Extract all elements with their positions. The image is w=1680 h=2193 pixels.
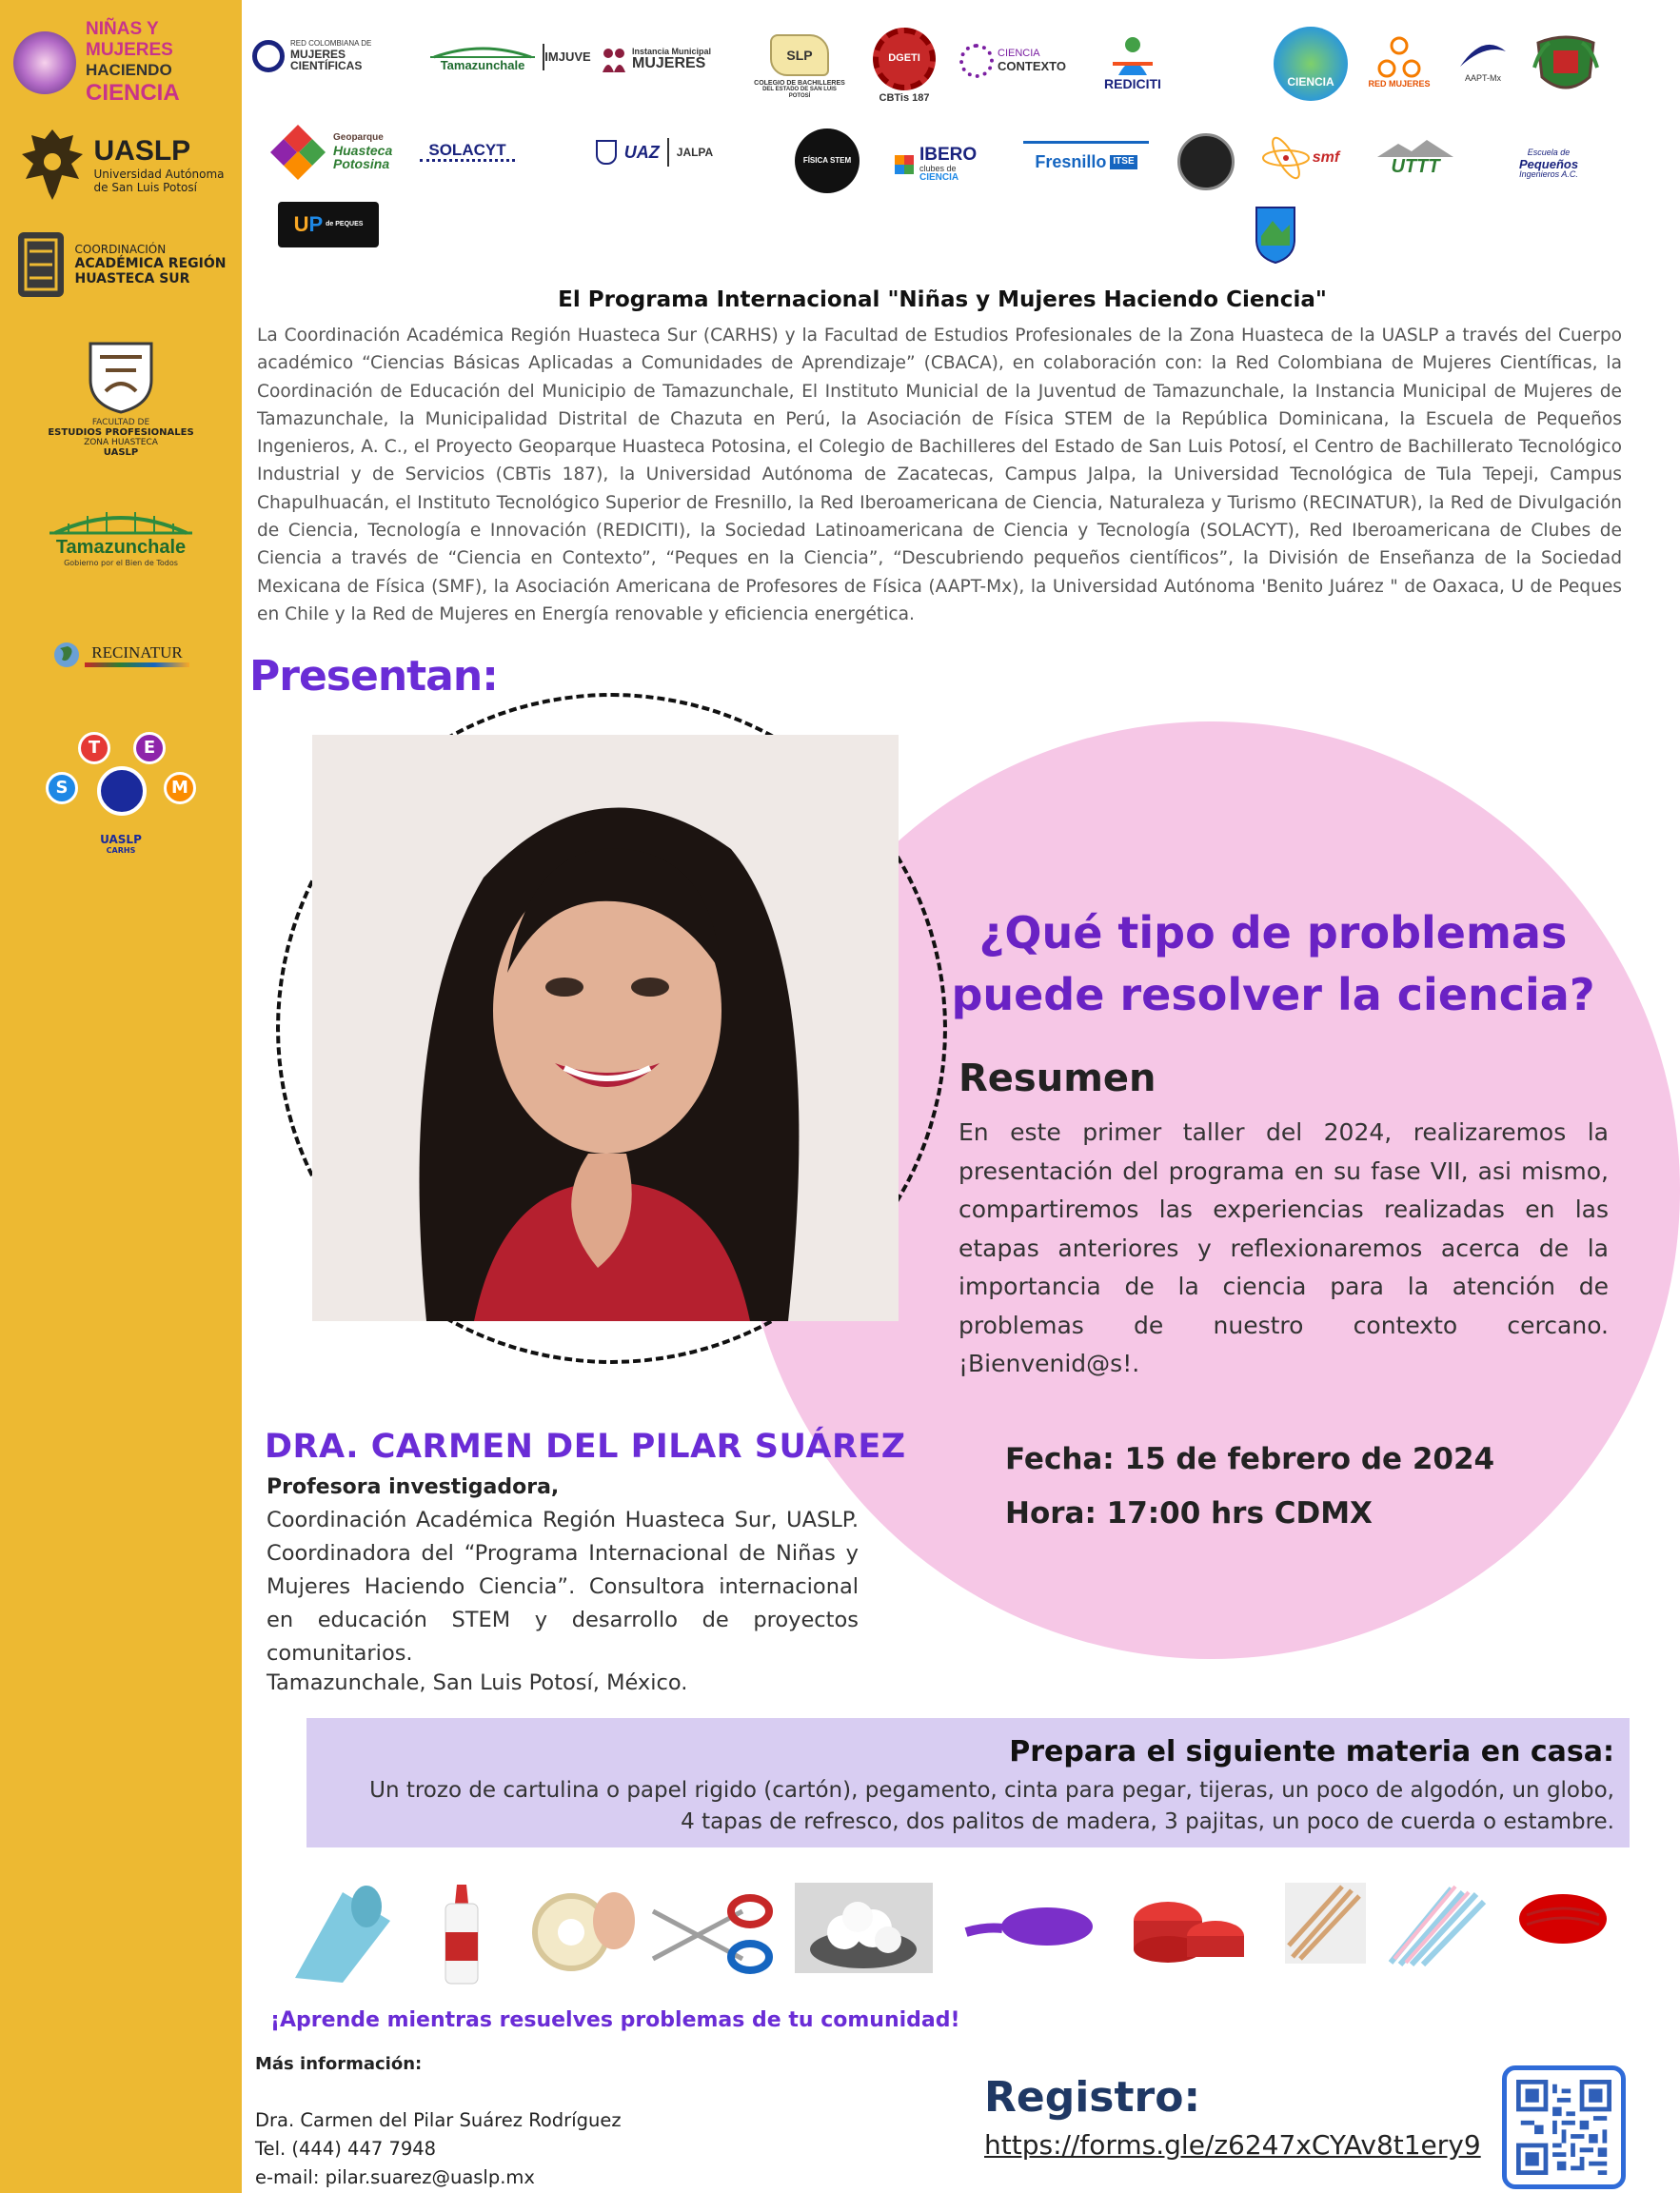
chazuta-shield-icon — [1254, 198, 1297, 265]
facultad-shield-icon — [83, 338, 159, 414]
geoparque-diamond-icon — [268, 123, 327, 182]
mujeres-cientificas-circle-icon — [252, 40, 285, 72]
geoparque-line3: Potosina — [333, 156, 390, 172]
solacyt-logo — [414, 135, 521, 169]
speaker-role: Profesora investigadora, — [267, 1475, 560, 1499]
dgeti-name: DGETI — [888, 52, 920, 65]
stem-letter-s: S — [46, 772, 78, 804]
facultad-line2: ESTUDIOS PROFESIONALES — [48, 426, 194, 438]
pequenos-line3: Ingenieros A.C. — [1519, 169, 1578, 180]
facultad-line4: UASLP — [103, 446, 139, 458]
resumen-heading: Resumen — [959, 1057, 1156, 1100]
facultad-line3: ZONA HUASTECA — [84, 437, 158, 447]
materials-list — [301, 1775, 1614, 1838]
mujeres-cientificas-line2: MUJERES CIENTÍFICAS — [290, 47, 363, 73]
registro-heading: Registro: — [984, 2073, 1201, 2122]
contact-email[interactable]: e-mail: pilar.suarez@uaslp.mx — [255, 2166, 535, 2188]
ciencia-contexto-line2: CONTEXTO — [998, 58, 1066, 73]
materials-line2: 4 tapas de refresco, dos palitos de madera, 3 pajitas, un poco de cuerda o estambre. — [681, 1809, 1614, 1834]
ibero-line2: clubes de — [919, 164, 957, 173]
fresnillo-logo — [1023, 141, 1149, 181]
tamazunchale-sub: Gobierno por el Bien de Todos — [64, 559, 178, 567]
speaker-bio: Coordinación Académica Región Huasteca Sur, UASLP. Coordinadora del “Programa Internacional de Niñas y Mujeres Haciendo Ciencia”. Consultora internacional en educación STEM y desarrollo de proyectos comunitarios. — [267, 1508, 859, 1666]
uaslp-sub2: de San Luis Potosí — [93, 180, 197, 194]
u-de-peques-logo — [278, 202, 379, 247]
slp-caption1: COLEGIO DE BACHILLERES — [754, 80, 845, 88]
stem-letter-e: E — [133, 732, 166, 764]
coordinacion-line2: ACADÉMICA REGIÓN — [74, 255, 227, 271]
yarn-icon — [1513, 1883, 1613, 1949]
ciencia-contexto-ring-icon — [959, 44, 994, 78]
rediciti-figure-icon — [1109, 35, 1156, 77]
sidebar — [0, 0, 242, 2193]
ninas-mujeres-emblem-icon — [13, 31, 76, 94]
upeques-sub: de PEQUES — [326, 221, 364, 228]
bridge-icon — [49, 508, 192, 537]
speaker-location: Tamazunchale, San Luis Potosí, México. — [267, 1670, 688, 1695]
pequenos-line1: Escuela de — [1527, 148, 1571, 158]
contact-name: Dra. Carmen del Pilar Suárez Rodríguez — [255, 2109, 622, 2131]
smf-logo — [1252, 133, 1347, 183]
rediciti-name: REDICITI — [1104, 75, 1161, 91]
program-title: El Programa Internacional "Niñas y Mujeres Haciendo Ciencia" — [558, 287, 1327, 312]
jalpa-name: JALPA — [676, 145, 714, 159]
stem-caption2: CARHS — [106, 845, 136, 855]
tape-dispenser-icon — [519, 1883, 642, 1978]
cbtis-name: CBTis 187 — [879, 92, 930, 105]
stem-caption1: UASLP — [100, 832, 142, 846]
municipal-crest-logo — [1528, 27, 1604, 103]
ciencia-contexto-line1: CIENCIA — [998, 48, 1040, 60]
geoparque-line1: Geoparque — [333, 132, 384, 144]
uaz-crest-icon — [596, 140, 617, 165]
itse-name: ITSE — [1110, 155, 1136, 169]
red-mujeres-logo — [1361, 29, 1437, 97]
uttt-logo — [1363, 133, 1468, 183]
dgeti-gear-icon — [873, 28, 936, 90]
tamazunchale-logo — [13, 504, 228, 571]
materials-title: Prepara el siguiente materia en casa: — [1009, 1735, 1614, 1768]
ibero-line1: IBERO — [919, 145, 978, 166]
geoparque-logo — [268, 119, 430, 186]
cotton-balls-icon — [795, 1883, 933, 1973]
aapt-logo — [1449, 29, 1517, 93]
straws-icon — [1385, 1883, 1490, 1968]
cardboard-roll-icon — [286, 1883, 395, 1987]
dgeti-logo — [866, 21, 942, 111]
registro-link[interactable]: https://forms.gle/z6247xCYAv8t1ery9 — [984, 2129, 1481, 2161]
slp-name: SLP — [786, 47, 813, 63]
more-info-label: Más información: — [255, 2054, 423, 2074]
speaker-name: DRA. CARMEN DEL PILAR SUÁREZ — [265, 1428, 906, 1466]
fisica-stem-name: FÍSICA STEM — [802, 155, 852, 165]
contact-phone: Tel. (444) 447 7948 — [255, 2138, 437, 2160]
ninas-mujeres-line1: NIÑAS Y MUJERES — [86, 18, 173, 60]
globe-map-icon — [52, 641, 81, 669]
uaslp-title: UASLP — [93, 134, 191, 167]
scissors-icon — [647, 1883, 776, 1978]
solacyt-dots — [420, 159, 515, 163]
presentan-heading: Presentan: — [249, 652, 498, 701]
recinatur-name: RECINATUR — [91, 642, 183, 662]
ciencia-contexto-logo — [959, 38, 1074, 84]
program-description: La Coordinación Académica Región Huasteca Sur (CARHS) y la Facultad de Estudios Profesionales de la Zona Huasteca de la UASLP a través del Cuerpo académico “Ciencias Básicas Aplicadas a Comunidades de Aprendizaje” (CBACA), en colaboración con: la Red Colombiana de Mujeres Científicas, la Coordinación de Educación del Municipio de Tamazunchale, El Instituto Municial de la Juventud de Tamazunchale, la Instancia Municipal de Mujeres de Tamazunchale, la Municipalidad Distrital de Chazuta en Perú, la Asociación de Física STEM de la República Dominicana, la Escuela de Pequeños Ingenieros, A. C., el Proyecto Geoparque Huasteca Potosina, el Colegio de Bachilleres del Estado de San Luis Potosí, el Centro de Bachillerato Tecnológico Industrial y de Servicios (CBTis 187), la Universidad Autónoma de Zacatecas, Campus Jalpa, la Universidad Tecnológica de Tula Tepeji, Campus Chapulhuacán, el Instituto Tecnológico Superior de Fresnillo, la Red Iberoamericana de Ciencia, Naturaleza y Turismo (RECINATUR), la Red de Divulgación de Ciencia, Tecnología e Innovación (REDICITI), la Sociedad Latinoamericana de Ciencia y Tecnología (SOLACYT), Red Iberoamericana de Clubes de Ciencia a través de “Ciencia en Contexto”, “Peques en la Ciencia”, “Descubriendo pequeños científicos”, la División de Enseñanza de la Sociedad Mexicana de Física (SMF), la Asociación Americana de Profesores de Física (AAPT-Mx), la Universidad Autónoma 'Benito Juárez " de Oaxaca, U de Peques en Chile y la Red de Mujeres en Energía renovable y eficiencia energética. — [257, 326, 1622, 624]
facultad-line1: FACULTAD DE — [91, 417, 150, 427]
ninas-mujeres-line2b: CIENCIA — [86, 79, 180, 106]
chazuta-crest-logo — [1252, 195, 1299, 267]
aapt-swoosh-icon — [1456, 38, 1510, 74]
instancia-line1: Instancia Municipal — [632, 46, 712, 56]
aprende-tagline: ¡Aprende mientras resuelves problemas de tu comunidad! — [270, 2008, 960, 2032]
crest-icon — [1531, 30, 1601, 100]
pequenos-ingenieros-logo — [1487, 143, 1611, 186]
ninas-mujeres-line2a: HACIENDO — [86, 60, 172, 79]
cobach-slp-logo — [752, 29, 847, 105]
qr-code-icon — [1516, 2080, 1611, 2175]
facultad-logo — [13, 328, 228, 466]
materials-box — [306, 1718, 1630, 1847]
instancia-line2: MUJERES — [632, 55, 706, 72]
instancia-mujeres-logo — [600, 40, 728, 80]
resumen-text: En este primer taller del 2024, realizaremos la presentación del programa en su fase VII, asi mismo, compartiremos las experiencias realizadas en las etapas anteriores y reflexionaremos acerca de la importancia de la ciencia para la atención de problemas de nuestro contexto cercano. ¡Bienvenid@s!. — [959, 1118, 1609, 1377]
red-mujeres-name: RED MUJERES — [1368, 79, 1431, 89]
geoparque-line2: Huasteca — [333, 142, 393, 158]
peques-ciencia-logo — [1274, 27, 1348, 101]
mujeres-cientificas-line1: RED COLOMBIANA DE — [290, 39, 372, 49]
rediciti-logo — [1085, 29, 1180, 97]
mujeres-cientificas-logo — [252, 33, 419, 79]
stem-letter-m: M — [164, 772, 196, 804]
talk-question-title: ¿Qué tipo de problemas puede resolver la ciencia? — [951, 907, 1595, 1020]
instancia-figures-icon — [600, 46, 628, 74]
stem-logo — [13, 716, 228, 859]
recinatur-stripe — [85, 662, 189, 667]
stem-letter-t: T — [78, 732, 110, 764]
aapt-name: AAPT-Mx — [1464, 73, 1501, 84]
smf-name: smf — [1312, 148, 1340, 166]
uaz-name: UAZ — [623, 142, 660, 162]
tamazunchale-top-logo — [425, 38, 541, 78]
balloon-icon — [957, 1883, 1109, 1968]
smf-atom-icon — [1259, 139, 1313, 177]
uaslp-logo — [13, 124, 228, 205]
tamazunchale-name: Tamazunchale — [55, 537, 187, 558]
fisica-stem-logo — [795, 128, 860, 193]
ibero-clubes-logo — [895, 141, 999, 188]
upeques-u: U — [293, 212, 309, 237]
tamazunchale-bridge-icon — [430, 44, 535, 59]
uaz-jalpa-logo — [557, 133, 752, 171]
ninas-mujeres-logo — [13, 18, 228, 106]
speaker-portrait-icon — [312, 735, 899, 1321]
peques-ciencia-name: CIENCIA — [1287, 74, 1334, 89]
fresnillo-name: Fresnillo — [1035, 152, 1107, 172]
coordinacion-logo — [13, 228, 228, 300]
uaslp-sub1: Universidad Autónoma — [93, 167, 225, 181]
solacyt-name: SOLACYT — [428, 141, 506, 160]
ibero-grid-icon — [895, 155, 914, 174]
coordinacion-line3: HUASTECA SUR — [74, 270, 190, 286]
dark-seal-logo — [1177, 133, 1235, 190]
red-mujeres-network-icon — [1377, 36, 1421, 80]
uttt-mountain-icon — [1377, 140, 1453, 157]
uttt-name: UTTT — [1391, 155, 1440, 177]
speaker-photo — [312, 735, 899, 1321]
registration-qr-code[interactable] — [1502, 2065, 1626, 2189]
tamazunchale-top-name: Tamazunchale — [440, 58, 525, 73]
bottle-caps-icon — [1128, 1883, 1247, 1973]
event-time: Hora: 17:00 hrs CDMX — [1005, 1496, 1373, 1531]
imjuve-logo — [543, 44, 591, 70]
coordinacion-emblem-icon — [16, 230, 66, 299]
recinatur-logo — [13, 636, 228, 674]
stem-center-emblem-icon — [97, 766, 147, 816]
pequenos-line2: Pequeños — [1518, 156, 1579, 171]
slp-caption2: DEL ESTADO DE SAN LUIS POTOSÍ — [762, 87, 837, 99]
materials-line1: Un trozo de cartulina o papel rigido (cartón), pegamento, cinta para pegar, tijeras, un poco de algodón, un globo, — [369, 1778, 1614, 1803]
glue-bottle-icon — [438, 1883, 485, 1987]
upeques-p: P — [308, 212, 324, 237]
imjuve-name: IMJUVE — [544, 49, 591, 65]
event-date: Fecha: 15 de febrero de 2024 — [1005, 1442, 1495, 1476]
wooden-sticks-icon — [1285, 1883, 1366, 1964]
ibero-line3: CIENCIA — [919, 172, 959, 184]
uaslp-eagle-icon — [18, 126, 87, 204]
coordinacion-line1: COORDINACIÓN — [74, 242, 167, 256]
slp-map-icon — [770, 34, 829, 76]
